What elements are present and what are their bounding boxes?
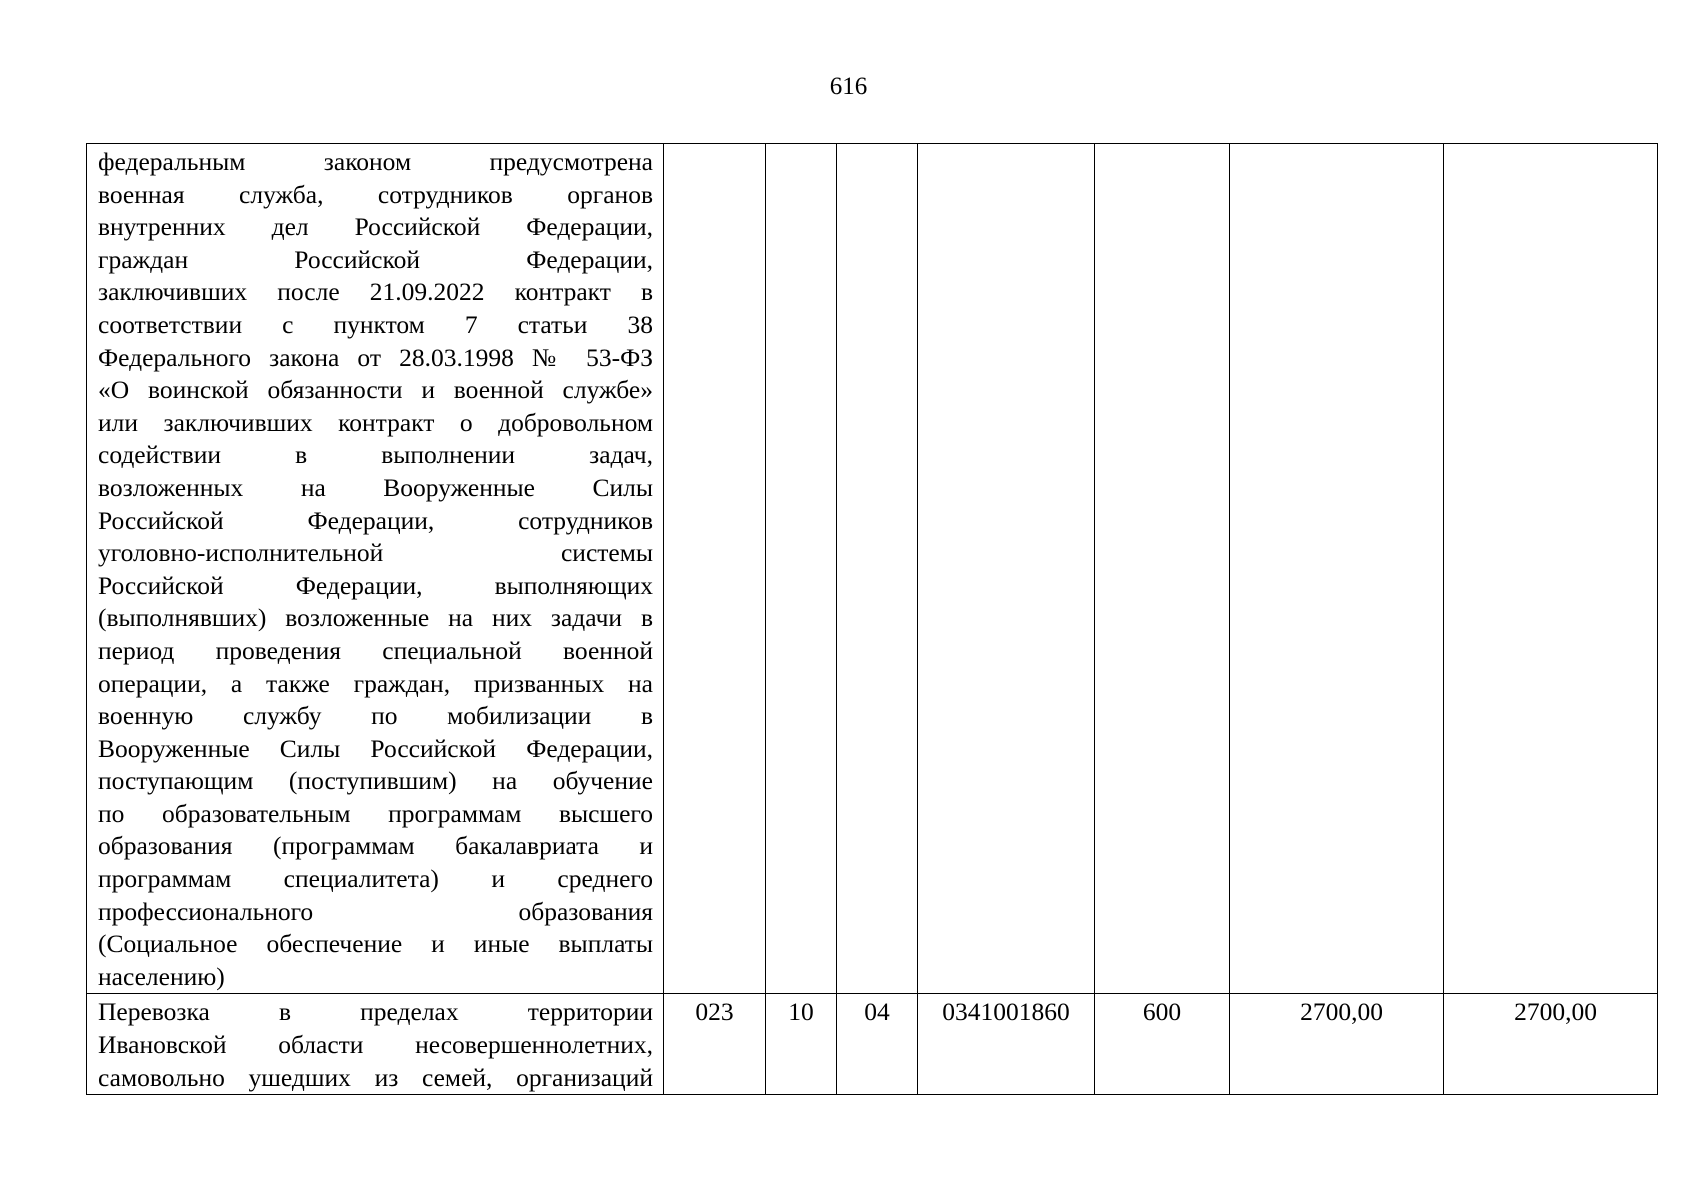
description-line: период проведения специальной военной	[98, 635, 653, 665]
row-description	[87, 994, 664, 1095]
description-line: содействии в выполнении задач,	[98, 440, 653, 470]
description-line: заключивших после 21.09.2022 контракт в	[98, 277, 653, 307]
description-line: профессионального образования	[98, 896, 653, 926]
target-article-cell	[918, 144, 1095, 994]
table-row	[87, 144, 1658, 994]
description-line: граждан Российской Федерации,	[98, 244, 653, 274]
target-article-cell: 0341001860	[918, 994, 1095, 1095]
description-line: или заключивших контракт о добровольном	[98, 407, 653, 437]
description-line: (выполнявших) возложенные на них задачи в	[98, 603, 653, 633]
description-line: программам специалитета) и среднего	[98, 864, 653, 894]
description-line: соответствии с пунктом 7 статьи 38	[98, 309, 653, 339]
amount-1-cell	[1230, 144, 1444, 994]
subsection-code-cell: 04	[837, 994, 918, 1095]
section-code-cell	[766, 144, 837, 994]
description-line: «О воинской обязанности и военной службе»	[98, 375, 653, 405]
description-line: военную службу по мобилизации в	[98, 701, 653, 731]
description-line: Ивановской области несовершеннолетних,	[98, 1030, 653, 1060]
expense-type-cell: 600	[1095, 994, 1230, 1095]
description-line: уголовно-исполнительной системы	[98, 538, 653, 568]
description-line: самовольно ушедших из семей, организаций	[98, 1062, 653, 1092]
expense-type-cell	[1095, 144, 1230, 994]
description-line: Вооруженные Силы Российской Федерации,	[98, 733, 653, 763]
description-line: Российской Федерации, выполняющих	[98, 570, 653, 600]
amount-2-cell: 2700,00	[1444, 994, 1658, 1095]
description-line: внутренних дел Российской Федерации,	[98, 212, 653, 242]
description-line: (Социальное обеспечение и иные выплаты	[98, 929, 653, 959]
description-line: Российской Федерации, сотрудников	[98, 505, 653, 535]
description-line: военная служба, сотрудников органов	[98, 179, 653, 209]
row-description	[87, 144, 664, 994]
section-code-cell: 10	[766, 994, 837, 1095]
amount-2-cell	[1444, 144, 1658, 994]
subsection-code-cell	[837, 144, 918, 994]
ministry-code-cell: 023	[664, 994, 766, 1095]
description-line: по образовательным программам высшего	[98, 798, 653, 828]
budget-table	[86, 143, 1658, 1095]
table-row	[87, 994, 1658, 1095]
description-line: федеральным законом предусмотрена	[98, 147, 653, 176]
description-line: образования (программам бакалавриата и	[98, 831, 653, 861]
ministry-code-cell	[664, 144, 766, 994]
description-line: населению)	[98, 961, 225, 991]
description-line: Перевозка в пределах территории	[98, 997, 653, 1027]
description-line: поступающим (поступившим) на обучение	[98, 766, 653, 796]
page-number: 616	[829, 73, 868, 100]
amount-1-cell: 2700,00	[1230, 994, 1444, 1095]
description-line: возложенных на Вооруженные Силы	[98, 472, 653, 502]
description-line: операции, а также граждан, призванных на	[98, 668, 653, 698]
description-line: Федерального закона от 28.03.1998 № 53-ФЗ	[98, 342, 653, 372]
